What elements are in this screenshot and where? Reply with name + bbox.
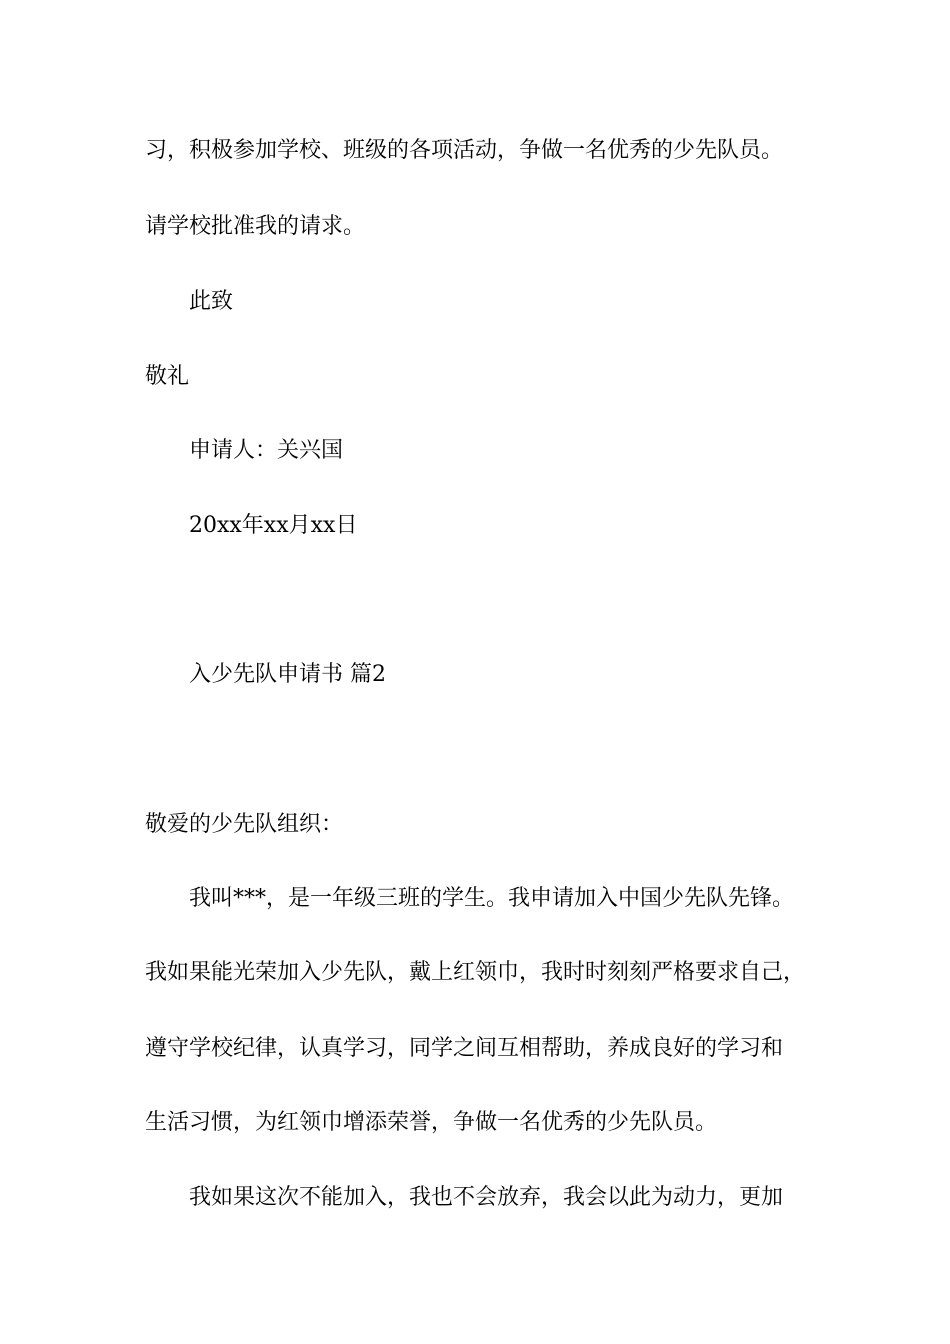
paragraph-line: 生活习惯，为红领巾增添荣誉，争做一名优秀的少先队员。 [145,1110,718,1135]
paragraph-line: 我如果这次不能加入，我也不会放弃，我会以此为动力，更加 [189,1185,784,1210]
salutation-line: 此致 [189,289,234,314]
paragraph-line: 遵守学校纪律，认真学习，同学之间互相帮助，养成良好的学习和 [145,1036,784,1061]
date-line: 20xx年xx月xx日 [189,513,358,538]
paragraph-line: 我如果能光荣加入少先队，戴上红领巾，我时时刻刻严格要求自己， [145,960,806,985]
paragraph-line: 习，积极参加学校、班级的各项活动，争做一名优秀的少先队员。 [145,138,784,163]
greeting-line: 敬爱的少先队组织： [145,812,344,837]
section-title: 入少先队申请书 篇2 [189,662,386,687]
paragraph-line: 请学校批准我的请求。 [145,214,366,239]
paragraph-line: 我叫***，是一年级三班的学生。我申请加入中国少先队先锋。 [189,886,795,911]
salutation-line: 敬礼 [145,364,190,389]
applicant-signature: 申请人：关兴国 [189,438,344,463]
